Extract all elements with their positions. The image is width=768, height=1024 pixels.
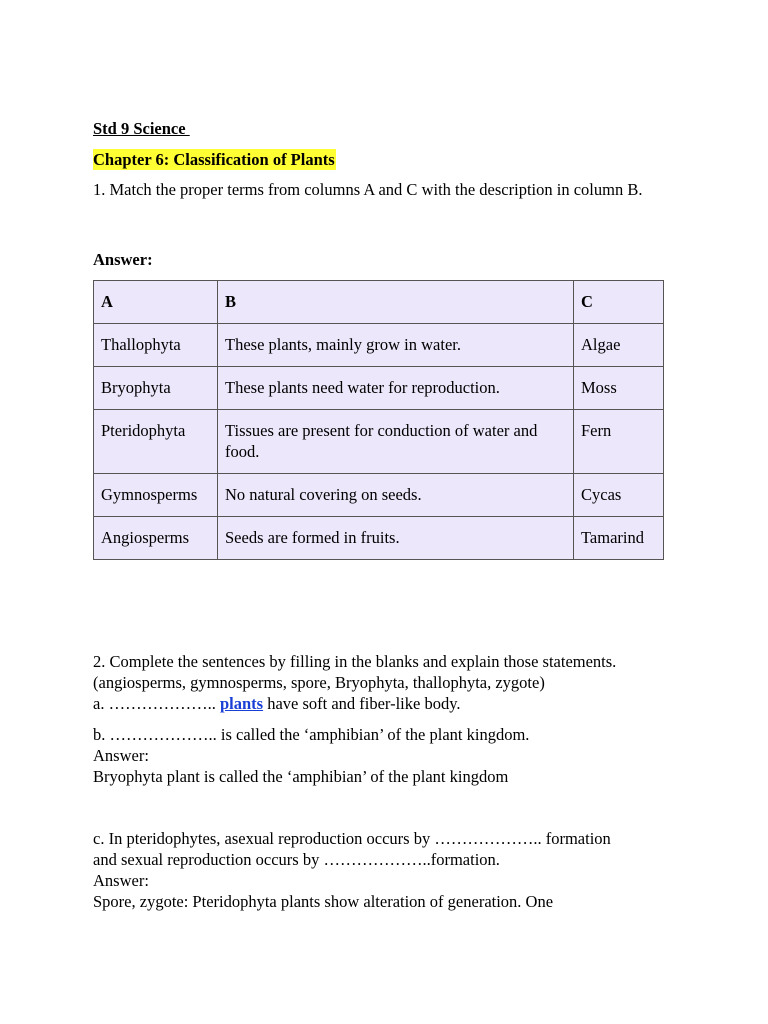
table-cell: Angiosperms [94, 517, 218, 560]
table-cell: Seeds are formed in fruits. [218, 517, 574, 560]
header-cell-a: A [94, 281, 218, 324]
table-cell: Tissues are present for conduction of water and food. [218, 410, 574, 474]
table-row [94, 517, 664, 560]
question-2b-answer-label: Answer: [93, 746, 149, 765]
table-cell: Pteridophyta [94, 410, 218, 474]
table-cell: These plants, mainly grow in water. [218, 324, 574, 367]
table-row [94, 410, 664, 474]
table-cell: Moss [574, 367, 664, 410]
header-cell-c: C [574, 281, 664, 324]
table-row [94, 474, 664, 517]
question-2c-answer: Spore, zygote: Pteridophyta plants show alteration of generation. One [93, 892, 554, 911]
table-row [94, 324, 664, 367]
table-cell: Gymnosperms [94, 474, 218, 517]
question-2b [93, 724, 693, 787]
question-2c [93, 828, 693, 912]
question-2a [93, 693, 461, 714]
table-cell: Thallophyta [94, 324, 218, 367]
question-2a-prefix: a. ……………….. [93, 694, 220, 713]
table-cell: Fern [574, 410, 664, 474]
table-cell: These plants need water for reproduction. [218, 367, 574, 410]
table-header-row [94, 281, 664, 324]
question-2 [93, 651, 693, 693]
header-cell-b: B [218, 281, 574, 324]
table-cell: Cycas [574, 474, 664, 517]
table-cell: No natural covering on seeds. [218, 474, 574, 517]
question-2b-text: b. ……………….. is called the ‘amphibian’ of the plant kingdom. [93, 725, 530, 744]
question-2c-answer-label: Answer: [93, 871, 149, 890]
table-cell: Bryophyta [94, 367, 218, 410]
question-2c-text-line1: c. In pteridophytes, asexual reproduction occurs by ……………….. formation [93, 829, 611, 848]
plants-link[interactable]: plants [219, 694, 264, 713]
chapter-title: Chapter 6: Classification of Plants [93, 150, 335, 169]
question-2b-answer: Bryophyta plant is called the ‘amphibian’ of the plant kingdom [93, 767, 509, 786]
table-cell: Algae [574, 324, 664, 367]
table-row [94, 367, 664, 410]
question-2a-suffix: have soft and fiber-like body. [263, 694, 461, 713]
question-2-options: (angiosperms, gymnosperms, spore, Bryophyta, thallophyta, zygote) [93, 673, 545, 692]
question-2-text: 2. Complete the sentences by filling in the blanks and explain those statements. [93, 652, 617, 671]
match-table [93, 280, 664, 560]
answer-label: Answer: [93, 250, 153, 269]
question-2c-text-line2: and sexual reproduction occurs by ………………..formation. [93, 850, 500, 869]
question-1: 1. Match the proper terms from columns A and C with the description in column B. [93, 180, 643, 199]
subject-heading: Std 9 Science [93, 119, 190, 138]
table-cell: Tamarind [574, 517, 664, 560]
